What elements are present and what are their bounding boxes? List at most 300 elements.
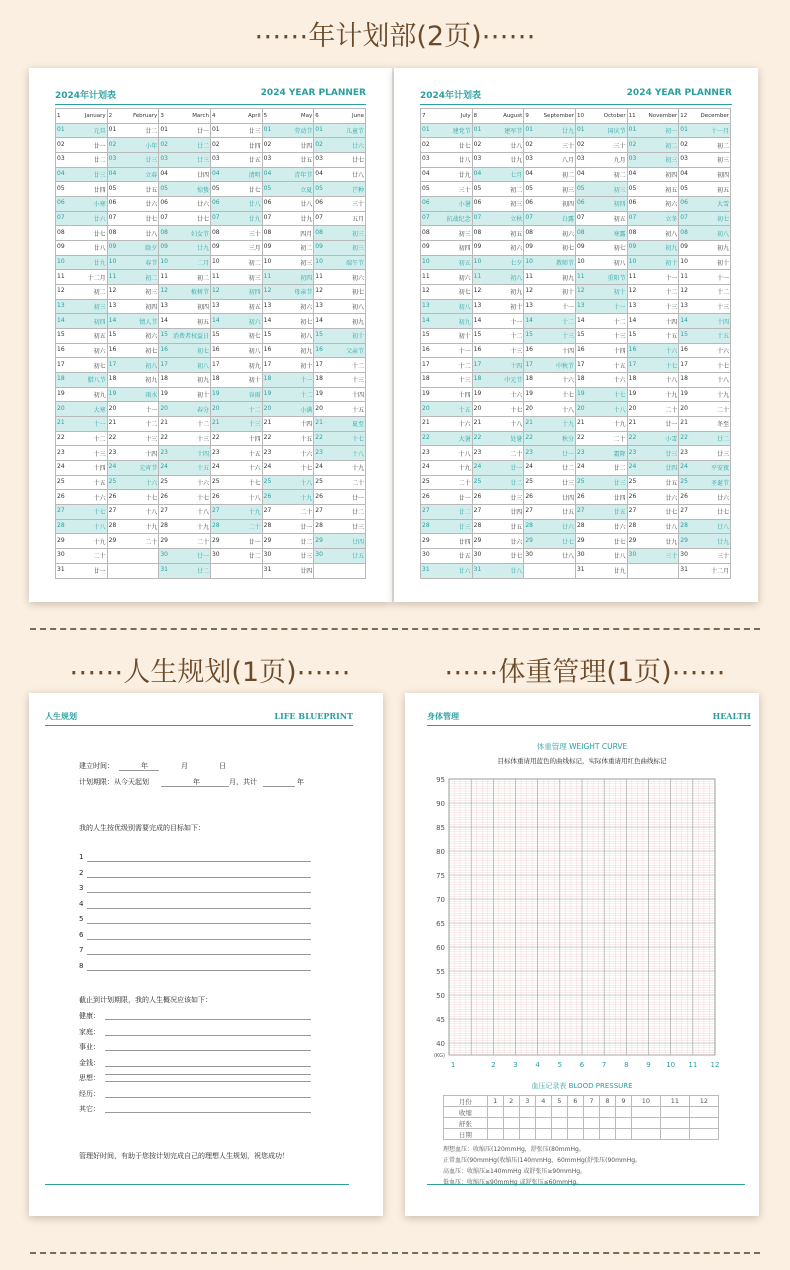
- bp-cell: 12: [689, 1096, 718, 1107]
- calendar-day-cell: 14 十一: [472, 314, 524, 329]
- calendar-day-cell: 01 廿三: [210, 123, 262, 138]
- year-planner-right-page: [394, 68, 758, 602]
- calendar-day-cell: 05 三十: [421, 182, 473, 197]
- status-label: 经历：: [79, 1089, 100, 1098]
- calendar-day-cell: 10 初八: [575, 255, 627, 270]
- calendar-day-cell: 29 二十: [159, 534, 211, 549]
- bp-cell: [519, 1129, 535, 1140]
- calendar-day-cell: 23 十四: [107, 446, 159, 461]
- goal-line: [87, 892, 311, 893]
- calendar-day-cell: 03 廿七: [314, 153, 366, 168]
- calendar-day-cell: 03 廿三: [159, 153, 211, 168]
- calendar-day-cell: 09 初七: [575, 241, 627, 256]
- bp-cell: 5: [551, 1096, 567, 1107]
- goal-number: 1: [79, 853, 84, 861]
- calendar-day-cell: 23 廿三: [627, 446, 679, 461]
- calendar-day-cell: 10 端午节: [314, 255, 366, 270]
- calendar-day-cell: 19 谷雨: [210, 387, 262, 402]
- calendar-day-cell: 18 十三: [421, 373, 473, 388]
- calendar-day-cell: 27 廿五: [575, 505, 627, 520]
- calendar-day-cell: 18 初九: [107, 373, 159, 388]
- calendar-day-cell: 13 初十: [472, 299, 524, 314]
- calendar-day-cell: 21 十九: [575, 417, 627, 432]
- calendar-day-cell: 27 廿七: [627, 505, 679, 520]
- calendar-day-cell: 21 十二: [107, 417, 159, 432]
- calendar-day-cell: 24 廿二: [575, 461, 627, 476]
- bp-cell: [487, 1107, 503, 1118]
- y-tick-label: 55: [436, 968, 445, 976]
- calendar-day-cell: 02 廿二: [159, 138, 211, 153]
- calendar-day-cell: 22 十二: [56, 431, 108, 446]
- calendar-day-cell: 12 初九: [472, 285, 524, 300]
- calendar-day-cell: 16 十一: [421, 343, 473, 358]
- calendar-day-cell: 07 廿七: [107, 211, 159, 226]
- calendar-day-cell: [107, 549, 159, 564]
- month-header: 4 April: [210, 109, 262, 124]
- calendar-day-cell: 01 劳动节: [262, 123, 314, 138]
- calendar-day-cell: 25 二十: [421, 475, 473, 490]
- calendar-day-cell: 02 廿一: [56, 138, 108, 153]
- calendar-day-cell: 22 廿二: [679, 431, 731, 446]
- calendar-day-cell: 01 国庆节: [575, 123, 627, 138]
- calendar-day-cell: 23 霜降: [575, 446, 627, 461]
- calendar-day-cell: 05 初二: [472, 182, 524, 197]
- goal-line: [87, 954, 311, 955]
- x-tick-label: 7: [601, 1061, 607, 1069]
- calendar-day-cell: 20 十七: [472, 402, 524, 417]
- calendar-day-cell: 12 初七: [421, 285, 473, 300]
- calendar-day-cell: 03 廿三: [107, 153, 159, 168]
- calendar-day-cell: 02 廿八: [472, 138, 524, 153]
- y-tick-label: 50: [436, 992, 445, 1000]
- calendar-day-cell: 25 廿三: [575, 475, 627, 490]
- calendar-day-cell: 07 廿六: [56, 211, 108, 226]
- calendar-day-cell: 28 廿一: [262, 519, 314, 534]
- bp-cell: [631, 1129, 660, 1140]
- calendar-day-cell: 05 初五: [627, 182, 679, 197]
- bp-cell: [583, 1118, 599, 1129]
- calendar-day-cell: 17 十七: [627, 358, 679, 373]
- calendar-day-cell: 18 十六: [524, 373, 576, 388]
- calendar-day-cell: 31 廿六: [421, 563, 473, 578]
- calendar-day-cell: 27 廿四: [472, 505, 524, 520]
- calendar-day-cell: 22 二十: [575, 431, 627, 446]
- calendar-day-cell: 20 十五: [314, 402, 366, 417]
- calendar-day-cell: 30 廿八: [524, 549, 576, 564]
- calendar-day-cell: 08 三十: [210, 226, 262, 241]
- calendar-day-cell: 23 廿一: [524, 446, 576, 461]
- month-header: 3 March: [159, 109, 211, 124]
- calendar-day-cell: 27 二十: [262, 505, 314, 520]
- calendar-day-cell: 29 廿四: [421, 534, 473, 549]
- calendar-day-cell: 27 十七: [56, 505, 108, 520]
- calendar-day-cell: 04 初二: [575, 167, 627, 182]
- calendar-day-cell: 08 初八: [679, 226, 731, 241]
- bp-cell: [615, 1107, 631, 1118]
- calendar-day-cell: 15 初六: [107, 329, 159, 344]
- calendar-day-cell: 15 消费者权益日: [159, 329, 211, 344]
- x-tick-label: 1: [450, 1061, 456, 1069]
- calendar-day-cell: 10 教师节: [524, 255, 576, 270]
- calendar-day-cell: [524, 563, 576, 578]
- calendar-day-cell: 21 冬至: [679, 417, 731, 432]
- calendar-day-cell: 10 初三: [262, 255, 314, 270]
- calendar-day-cell: 05 廿五: [107, 182, 159, 197]
- bp-cell: 8: [599, 1096, 615, 1107]
- calendar-day-cell: 09 初七: [524, 241, 576, 256]
- calendar-day-cell: 19 十九: [627, 387, 679, 402]
- calendar-day-cell: 01 十一月: [679, 123, 731, 138]
- calendar-day-cell: 29 廿七: [575, 534, 627, 549]
- calendar-day-cell: 27 廿七: [679, 505, 731, 520]
- calendar-day-cell: 01 初一: [627, 123, 679, 138]
- calendar-day-cell: 22 十三: [107, 431, 159, 446]
- calendar-day-cell: 26 廿六: [679, 490, 731, 505]
- bp-cell: [689, 1118, 718, 1129]
- calendar-day-cell: 27 廿二: [314, 505, 366, 520]
- calendar-day-cell: 28 廿六: [575, 519, 627, 534]
- calendar-day-cell: 05 芒种: [314, 182, 366, 197]
- bp-cell: [660, 1118, 689, 1129]
- calendar-day-cell: 18 十六: [575, 373, 627, 388]
- status-line: [105, 1074, 311, 1075]
- bp-cell: [567, 1107, 583, 1118]
- calendar-day-cell: 13 初三: [56, 299, 108, 314]
- calendar-day-cell: 08 廿七: [56, 226, 108, 241]
- calendar-day-cell: 14 十四: [679, 314, 731, 329]
- goals-intro: 我的人生按优级别需要完成的目标如下：: [79, 824, 205, 832]
- calendar-day-cell: 16 初六: [56, 343, 108, 358]
- calendar-day-cell: 16 十四: [575, 343, 627, 358]
- calendar-day-cell: 12 初三: [107, 285, 159, 300]
- bp-title: 血压记录表 BLOOD PRESSURE: [531, 1082, 633, 1090]
- calendar-day-cell: 26 廿四: [524, 490, 576, 505]
- status-line: [105, 1019, 311, 1020]
- calendar-day-cell: 17 十四: [472, 358, 524, 373]
- y-tick-label: 95: [436, 776, 445, 784]
- bp-cell: [689, 1129, 718, 1140]
- month-header: 2 February: [107, 109, 159, 124]
- status-line: [105, 1097, 311, 1098]
- bp-row-label: 月份: [444, 1096, 488, 1107]
- weight-curve-title: 体重管理 WEIGHT CURVE: [536, 742, 628, 751]
- calendar-day-cell: 26 廿四: [575, 490, 627, 505]
- status-label: 金钱：: [79, 1058, 100, 1067]
- calendar-day-cell: 02 廿七: [421, 138, 473, 153]
- health-header: [427, 711, 751, 726]
- calendar-day-cell: 03 廿八: [421, 153, 473, 168]
- established-label: 建立时间：: [79, 762, 114, 770]
- bp-cell: 10: [631, 1096, 660, 1107]
- x-tick-label: 9: [646, 1061, 651, 1069]
- calendar-day-cell: 09 初二: [262, 241, 314, 256]
- planner-right-calendar: [420, 108, 731, 579]
- calendar-day-cell: 26 十九: [262, 490, 314, 505]
- calendar-day-cell: 31 十二月: [679, 563, 731, 578]
- established-day-label: 日: [219, 762, 226, 770]
- bp-cell: [599, 1129, 615, 1140]
- bp-cell: [487, 1118, 503, 1129]
- month-header: 5 May: [262, 109, 314, 124]
- established-month-label: 月: [181, 762, 188, 770]
- calendar-day-cell: 27 廿五: [524, 505, 576, 520]
- health-title-en: HEALTH: [712, 711, 751, 721]
- month-header: 1 January: [56, 109, 108, 124]
- calendar-day-cell: 12 十二: [679, 285, 731, 300]
- calendar-day-cell: 22 十七: [314, 431, 366, 446]
- calendar-day-cell: 01 廿九: [524, 123, 576, 138]
- period-line-2: [201, 786, 229, 787]
- calendar-day-cell: 14 初七: [262, 314, 314, 329]
- goal-number: 4: [79, 899, 84, 908]
- calendar-day-cell: 12 初十: [575, 285, 627, 300]
- x-tick-label: 2: [491, 1061, 496, 1069]
- calendar-day-cell: 16 十三: [472, 343, 524, 358]
- calendar-day-cell: 11 十一: [627, 270, 679, 285]
- calendar-day-cell: 15 十三: [575, 329, 627, 344]
- y-tick-label: 70: [436, 896, 445, 904]
- calendar-day-cell: 30 廿八: [575, 549, 627, 564]
- calendar-day-cell: 26 十八: [210, 490, 262, 505]
- calendar-day-cell: 14 十二: [575, 314, 627, 329]
- status-label: 家庭：: [79, 1027, 100, 1036]
- calendar-day-cell: 21 十四: [262, 417, 314, 432]
- calendar-day-cell: 23 十三: [56, 446, 108, 461]
- calendar-day-cell: 02 三十: [524, 138, 576, 153]
- calendar-day-cell: 07 廿九: [210, 211, 262, 226]
- y-unit-label: (KG): [433, 1053, 445, 1059]
- calendar-day-cell: 11 初三: [210, 270, 262, 285]
- calendar-day-cell: 23 廿三: [679, 446, 731, 461]
- calendar-day-cell: 11 初九: [524, 270, 576, 285]
- calendar-day-cell: 12 母亲节: [262, 285, 314, 300]
- calendar-day-cell: 19 十四: [421, 387, 473, 402]
- calendar-day-cell: 24 十四: [56, 461, 108, 476]
- calendar-day-cell: 16 初七: [159, 343, 211, 358]
- status-line: [105, 1066, 311, 1067]
- calendar-day-cell: 15 初十: [314, 329, 366, 344]
- calendar-day-cell: 15 十二: [472, 329, 524, 344]
- calendar-day-cell: 19 初十: [159, 387, 211, 402]
- bp-cell: [551, 1129, 567, 1140]
- calendar-day-cell: 30 三十: [679, 549, 731, 564]
- calendar-day-cell: 14 初四: [56, 314, 108, 329]
- month-header: 7 July: [421, 109, 473, 124]
- calendar-day-cell: 10 初十: [627, 255, 679, 270]
- calendar-day-cell: 03 廿五: [210, 153, 262, 168]
- calendar-day-cell: 25 十五: [56, 475, 108, 490]
- status-line: [105, 1050, 311, 1051]
- calendar-day-cell: 04 初四: [679, 167, 731, 182]
- calendar-day-cell: 23 十四: [159, 446, 211, 461]
- calendar-day-cell: 10 七夕: [472, 255, 524, 270]
- established-year-line: [119, 770, 159, 771]
- bp-cell: [615, 1129, 631, 1140]
- calendar-day-cell: 24 十七: [262, 461, 314, 476]
- calendar-day-cell: 29 十九: [56, 534, 108, 549]
- calendar-day-cell: 06 初三: [472, 197, 524, 212]
- calendar-day-cell: 31 廿一: [56, 563, 108, 578]
- x-tick-label: 4: [535, 1061, 540, 1069]
- calendar-day-cell: 02 廿六: [314, 138, 366, 153]
- calendar-day-cell: 21 十八: [472, 417, 524, 432]
- calendar-day-cell: 06 三十: [314, 197, 366, 212]
- calendar-day-cell: 02 小年: [107, 138, 159, 153]
- calendar-day-cell: 18 十八: [679, 373, 731, 388]
- calendar-day-cell: 05 初五: [679, 182, 731, 197]
- calendar-day-cell: 25 十七: [210, 475, 262, 490]
- calendar-day-cell: 08 初三: [314, 226, 366, 241]
- y-tick-label: 90: [436, 800, 445, 808]
- calendar-day-cell: 11 重阳节: [575, 270, 627, 285]
- calendar-day-cell: 08 初六: [524, 226, 576, 241]
- calendar-day-cell: 13 十三: [679, 299, 731, 314]
- bp-cell: [567, 1129, 583, 1140]
- calendar-day-cell: [210, 563, 262, 578]
- divider-2: [30, 1252, 760, 1254]
- calendar-day-cell: 28 廿八: [679, 519, 731, 534]
- calendar-day-cell: 21 十二: [159, 417, 211, 432]
- calendar-day-cell: 25 廿三: [524, 475, 576, 490]
- calendar-day-cell: 29 廿九: [679, 534, 731, 549]
- calendar-day-cell: 04 初二: [524, 167, 576, 182]
- calendar-day-cell: 07 抗战纪念: [421, 211, 473, 226]
- calendar-day-cell: 23 十五: [210, 446, 262, 461]
- calendar-day-cell: 06 小暑: [421, 197, 473, 212]
- calendar-day-cell: 09 初三: [314, 241, 366, 256]
- bp-cell: [583, 1107, 599, 1118]
- calendar-day-cell: 17 初八: [107, 358, 159, 373]
- calendar-day-cell: 10 春节: [107, 255, 159, 270]
- calendar-day-cell: 05 初三: [524, 182, 576, 197]
- calendar-day-cell: 20 十五: [421, 402, 473, 417]
- bp-cell: [487, 1129, 503, 1140]
- calendar-day-cell: 17 初九: [210, 358, 262, 373]
- status-line: [105, 1112, 311, 1113]
- calendar-day-cell: 14 初五: [159, 314, 211, 329]
- calendar-day-cell: 09 初六: [472, 241, 524, 256]
- calendar-day-cell: 22 十三: [159, 431, 211, 446]
- calendar-day-cell: 15 初七: [210, 329, 262, 344]
- calendar-day-cell: 11 初八: [472, 270, 524, 285]
- calendar-day-cell: 19 十二: [262, 387, 314, 402]
- calendar-day-cell: 13 初六: [262, 299, 314, 314]
- calendar-day-cell: 04 廿四: [159, 167, 211, 182]
- period-line-3: [263, 786, 295, 787]
- calendar-day-cell: 24 廿四: [627, 461, 679, 476]
- calendar-day-cell: 23 十八: [314, 446, 366, 461]
- calendar-day-cell: 26 廿一: [421, 490, 473, 505]
- goal-number: 2: [79, 868, 84, 877]
- status-label: 事业：: [79, 1043, 100, 1051]
- calendar-day-cell: 24 平安夜: [679, 461, 731, 476]
- calendar-day-cell: 14 初六: [210, 314, 262, 329]
- y-tick-label: 80: [436, 848, 445, 856]
- calendar-day-cell: 04 立春: [107, 167, 159, 182]
- calendar-day-cell: 17 初十: [262, 358, 314, 373]
- calendar-day-cell: 04 清明: [210, 167, 262, 182]
- calendar-day-cell: 04 廿九: [421, 167, 473, 182]
- calendar-day-cell: 17 十七: [679, 358, 731, 373]
- bp-cell: [599, 1118, 615, 1129]
- calendar-day-cell: 08 妇女节: [159, 226, 211, 241]
- calendar-day-cell: 11 初二: [159, 270, 211, 285]
- calendar-day-cell: 02 三十: [575, 138, 627, 153]
- calendar-day-cell: 07 初五: [575, 211, 627, 226]
- calendar-day-cell: 13 十三: [627, 299, 679, 314]
- status-line: [105, 1081, 311, 1082]
- calendar-day-cell: 05 立夏: [262, 182, 314, 197]
- calendar-day-cell: 29 二十: [107, 534, 159, 549]
- calendar-day-cell: 02 廿四: [210, 138, 262, 153]
- calendar-day-cell: 24 十九: [421, 461, 473, 476]
- planner-left-title-en: 2024 YEAR PLANNER: [260, 88, 366, 98]
- calendar-day-cell: 04 青年节: [262, 167, 314, 182]
- calendar-day-cell: 31 廿八: [472, 563, 524, 578]
- bp-cell: [660, 1107, 689, 1118]
- calendar-day-cell: 11 初四: [262, 270, 314, 285]
- calendar-day-cell: 18 腊八节: [56, 373, 108, 388]
- bp-row-label: 收缩: [444, 1107, 488, 1118]
- calendar-day-cell: 22 十四: [210, 431, 262, 446]
- bp-cell: [535, 1118, 551, 1129]
- calendar-day-cell: 30 二十: [56, 549, 108, 564]
- calendar-day-cell: 31 廿九: [575, 563, 627, 578]
- calendar-day-cell: 14 初九: [421, 314, 473, 329]
- calendar-day-cell: 06 廿八: [210, 197, 262, 212]
- planner-right-header: [420, 88, 732, 105]
- planner-left-header: [55, 88, 366, 105]
- calendar-day-cell: 30 廿二: [210, 549, 262, 564]
- calendar-day-cell: 04 廿八: [314, 167, 366, 182]
- calendar-day-cell: 29 廿二: [262, 534, 314, 549]
- calendar-day-cell: 29 廿四: [314, 534, 366, 549]
- calendar-day-cell: 30 三十: [627, 549, 679, 564]
- calendar-day-cell: 15 十三: [524, 329, 576, 344]
- bp-note: 低血压：收缩压≤90mmHg 或舒张压≤60mmHg。: [443, 1179, 583, 1186]
- calendar-day-cell: 03 初三: [627, 153, 679, 168]
- calendar-day-cell: 30 廿五: [314, 549, 366, 564]
- calendar-day-cell: 01 元旦: [56, 123, 108, 138]
- calendar-day-cell: 25 十六: [159, 475, 211, 490]
- bp-cell: [599, 1107, 615, 1118]
- calendar-day-cell: 21 十三: [210, 417, 262, 432]
- calendar-day-cell: [314, 563, 366, 578]
- y-tick-label: 85: [436, 824, 445, 832]
- calendar-day-cell: [627, 563, 679, 578]
- bp-cell: [567, 1118, 583, 1129]
- bp-cell: 3: [519, 1096, 535, 1107]
- goal-number: 3: [79, 884, 84, 892]
- calendar-day-cell: 13 初八: [421, 299, 473, 314]
- calendar-day-cell: 07 立冬: [627, 211, 679, 226]
- calendar-day-cell: 14 十二: [524, 314, 576, 329]
- y-tick-label: 45: [436, 1016, 445, 1024]
- calendar-day-cell: 28 廿六: [524, 519, 576, 534]
- month-header: 10 October: [575, 109, 627, 124]
- calendar-day-cell: [107, 563, 159, 578]
- calendar-day-cell: 24 十五: [159, 461, 211, 476]
- calendar-day-cell: 16 初七: [107, 343, 159, 358]
- calendar-day-cell: 15 十五: [679, 329, 731, 344]
- month-header: 9 September: [524, 109, 576, 124]
- health-page: [405, 693, 759, 1216]
- calendar-day-cell: 20 十八: [575, 402, 627, 417]
- calendar-day-cell: 18 十三: [314, 373, 366, 388]
- calendar-day-cell: 04 七月: [472, 167, 524, 182]
- calendar-day-cell: 09 廿九: [159, 241, 211, 256]
- weight-chart: [405, 771, 759, 1071]
